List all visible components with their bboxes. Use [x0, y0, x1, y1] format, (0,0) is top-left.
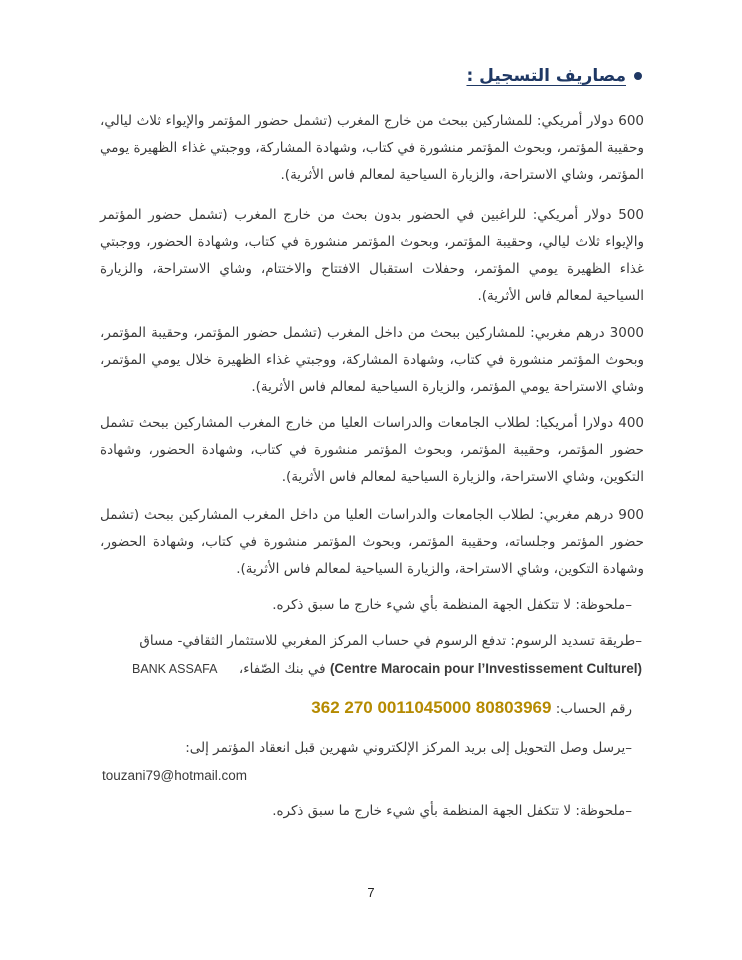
- fee-paragraph-1: [100, 108, 644, 189]
- fee-description: لطلاب الجامعات والدراسات العليا من خارج المغرب المشاركين ببحث تشمل حضور المؤتمر، وحقيبة المؤتمر، وبحوث المؤتمر منشورة في كتاب، وشهادة الحضور، وشهادة التكوين، وشاي الاستراحة، والزيارة السياحية لمعالم فاس الأثرية).: [100, 415, 644, 485]
- note-1: –ملحوظة: لا تتكفل الجهة المنظمة بأي شيء خارج ما سبق ذكره.: [272, 597, 632, 613]
- fee-amount: 900 درهم مغربي:: [539, 507, 645, 523]
- fee-amount: 500 دولار أمريكي:: [532, 207, 644, 223]
- fee-amount: 400 دولارا أمريكيا:: [535, 415, 645, 431]
- heading-title: مصاريف التسجيل :: [466, 66, 626, 86]
- fee-paragraph-4: [100, 410, 644, 491]
- bullet-icon: [634, 72, 642, 80]
- payment-intro: –طريقة تسديد الرسوم: تدفع الرسوم في حساب المركز المغربي للاستثمار الثقافي- مساق: [139, 633, 642, 649]
- transfer-text: –يرسل وصل التحويل إلى بريد المركز الإلكتروني شهرين قبل انعقاد المؤتمر إلى:: [185, 740, 632, 756]
- section-heading: [466, 66, 642, 86]
- page-number: 7: [367, 885, 375, 900]
- payment-method: [100, 628, 642, 683]
- account-line: [100, 694, 632, 723]
- fee-description: للمشاركين ببحث من خارج المغرب (تشمل حضور المؤتمر والإيواء ثلاث ليالي، وحقيبة المؤتمر، وبحوث المؤتمر منشورة في كتاب، وشهادة المشاركة، ووجبتي غذاء الظهيرة يومي المؤتمر، وشاي الاستراحة، والزيارة السياحية لمعالم فاس الأثرية).: [100, 113, 644, 183]
- transfer-note: [100, 735, 632, 762]
- bank-text: في بنك الصّفاء،: [238, 661, 326, 677]
- fee-paragraph-3: [100, 320, 644, 401]
- account-label: رقم الحساب:: [555, 701, 632, 717]
- fee-paragraph-2: [100, 202, 644, 310]
- bank-name: BANK ASSAFA: [131, 662, 218, 676]
- note-2: –ملحوظة: لا تتكفل الجهة المنظمة بأي شيء خارج ما سبق ذكره.: [272, 803, 632, 819]
- fee-description: للمشاركين ببحث من داخل المغرب (تشمل حضور المؤتمر، وحقيبة المؤتمر، وبحوث المؤتمر منشورة في كتاب، وشهادة المشاركة، ووجبتي غذاء الظهيرة خلال يومي المؤتمر، وشاي الاستراحة يومي المؤتمر، والزيارة السياحية لمعالم فاس الأثرية).: [100, 325, 644, 395]
- fee-description: للراغبين في الحضور بدون بحث من خارج المغرب (تشمل حضور المؤتمر والإيواء ثلاث ليالي، وحقيبة المؤتمر، وبحوث المؤتمر منشورة في كتاب، وشهادة الحضور، ووجبتي غذاء الظهيرة يومي المؤتمر، وحفلات استقبال الافتتاح والاختتام، وشاي الاستراحة، والزيارة السياحية لمعالم فاس الأثرية).: [100, 207, 644, 304]
- fee-amount: 3000 درهم مغربي:: [530, 325, 644, 341]
- email-line: [102, 762, 632, 790]
- email-address[interactable]: touzani79@hotmail.com: [102, 768, 248, 783]
- fee-amount: 600 دولار أمريكي:: [536, 113, 645, 129]
- organization-name: (Centre Marocain pour l’Investissement Culturel): [329, 661, 642, 676]
- fee-paragraph-5: [100, 502, 644, 583]
- fee-description: لطلاب الجامعات والدراسات العليا من داخل المغرب المشاركين ببحث (تشمل حضور المؤتمر وجلساته، وحقيبة المؤتمر، وبحوث المؤتمر منشورة في كتاب، وشهادة الحضور، وشهادة التكوين، وشاي الاستراحة، والزيارة السياحية لمعالم فاس الأثرية).: [100, 507, 644, 577]
- account-number: 362 270 0011045000 80803969: [311, 698, 552, 717]
